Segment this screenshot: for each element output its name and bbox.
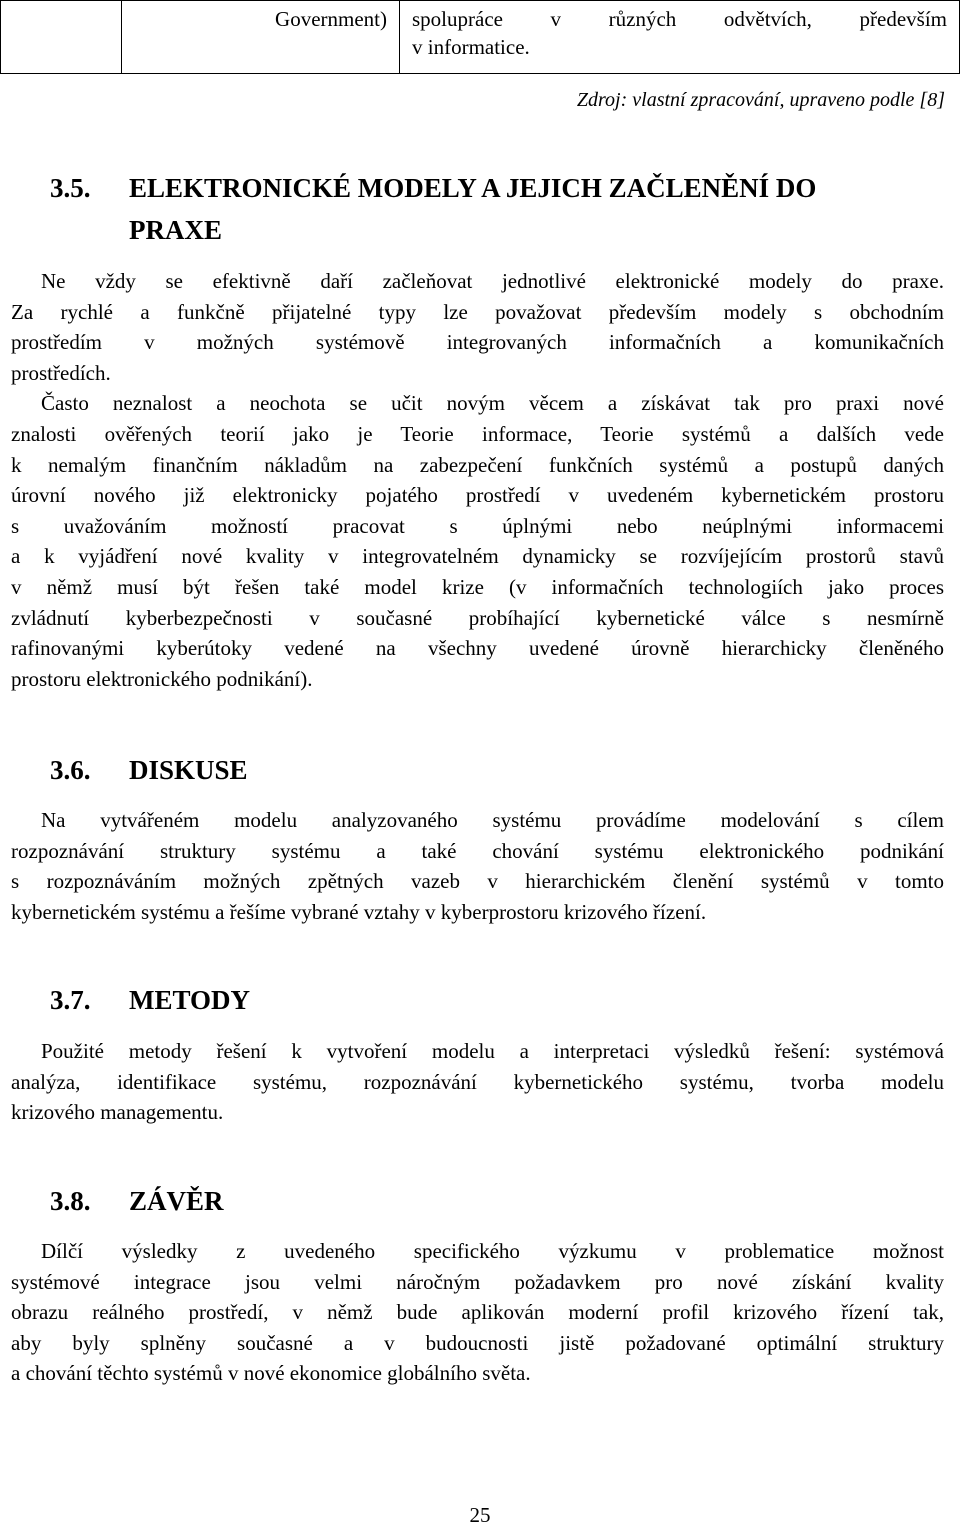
text-line: a chování těchto systémů v nové ekonomice globálního světa. (11, 1361, 531, 1386)
text-line: systémové integrace jsou velmi náročným požadavkem pro nové získání kvality (11, 1269, 944, 1294)
section-heading-3-6 (50, 752, 248, 790)
text-line: a k vyjádření nové kvality v integrovatelném dynamicky se rozvíjejícím prostorů stavů (11, 544, 944, 569)
text-line: obrazu reálného prostředí, v němž bude aplikován moderní profil krizového řízení tak, (11, 1300, 944, 1325)
text-line: prostředích. (11, 360, 111, 385)
section-title: ELEKTRONICKÉ MODELY A JEJICH ZAČLENĚNÍ DO (129, 173, 817, 203)
text-line: krizového managementu. (11, 1100, 224, 1125)
table-cell-line: v informatice. (412, 35, 530, 59)
table-row (1, 1, 960, 74)
section-heading-3-8 (50, 1183, 224, 1221)
page-number: 25 (469, 1503, 491, 1527)
text-line: kybernetickém systému a řešíme vybrané vztahy v kyberprostoru krizového řízení. (11, 899, 707, 924)
text-line: s uvažováním možností pracovat s úplnými nebo neúplnými informacemi (11, 513, 944, 538)
text-line: rafinovanými kyberútoky vedené na všechny uvedené úrovně hierarchicky členěného (11, 636, 944, 661)
text-line: Na vytvářeném modelu analyzovaného systému provádíme modelování s cílem (41, 808, 944, 832)
text-line: k nemalým finančním nákladům na zabezpečení funkčních systémů a postupů daných (11, 452, 944, 477)
text-line: Za rychlé a funkčně přijatelné typy lze považovat především modely s obchodním (11, 299, 944, 324)
text-line: analýza, identifikace systému, rozpoznávání kybernetického systému, tvorba modelu (11, 1069, 944, 1094)
text-line: v němž musí být řešen také model krize (v informačních technologiích jako proces (11, 574, 944, 599)
section-body-3-8 (11, 1236, 944, 1389)
section-number: 3.7. (50, 985, 91, 1015)
text-line: Ne vždy se efektivně daří začleňovat jednotlivé elektronické modely do praxe. (41, 269, 944, 293)
table-cell-line: spolupráce v různých odvětvích, především (412, 7, 947, 31)
text-line: Často neznalost a neochota se učit novým věcem a získávat tak pro praxi nové (41, 391, 944, 416)
section-body-3-6 (11, 805, 944, 927)
section-number: 3.6. (50, 755, 91, 785)
text-line: prostoru elektronického podnikání). (11, 666, 313, 691)
section-title: DISKUSE (129, 755, 248, 785)
table-fragment (0, 0, 960, 74)
table-cell-label: Government) (122, 1, 400, 74)
table-cell-description (400, 1, 960, 74)
table-cell-empty (1, 1, 122, 74)
section-title: ZÁVĚR (129, 1186, 224, 1216)
section-number: 3.8. (50, 1186, 91, 1216)
text-line: aby byly splněny současné a v budoucnosti jistě požadované optimální struktury (11, 1330, 944, 1355)
section-heading-3-7 (50, 982, 250, 1020)
section-title: METODY (129, 985, 251, 1015)
text-line: úrovní nového již elektronicky pojatého prostředí v uvedeném kybernetickém prostoru (11, 483, 944, 508)
text-line: rozpoznávání struktury systému a také chování systému elektronického podnikání (11, 838, 944, 863)
source-note: Zdroj: vlastní zpracování, upraveno podle [8] (576, 89, 945, 111)
text-line: Použité metody řešení k vytvoření modelu a interpretaci výsledků řešení: systémová (41, 1039, 944, 1063)
section-title-continued: PRAXE (129, 215, 222, 245)
section-body-3-5 (11, 266, 944, 694)
text-line: s rozpoznáváním možných zpětných vazeb v hierarchickém členění systémů v tomto (11, 869, 944, 894)
text-line: znalosti ověřených teorií jako je Teorie informace, Teorie systémů a dalších vede (11, 421, 944, 446)
section-number: 3.5. (50, 173, 91, 203)
section-body-3-7 (11, 1036, 944, 1128)
text-line: zvládnutí kyberbezpečnosti v současné probíhající kybernetické válce s nesmírně (11, 605, 944, 630)
text-line: Dílčí výsledky z uvedeného specifického výzkumu v problematice možnost (41, 1239, 944, 1263)
section-heading-3-5 (50, 168, 816, 252)
text-line: prostředím v možných systémově integrovaných informačních a komunikačních (11, 330, 944, 355)
